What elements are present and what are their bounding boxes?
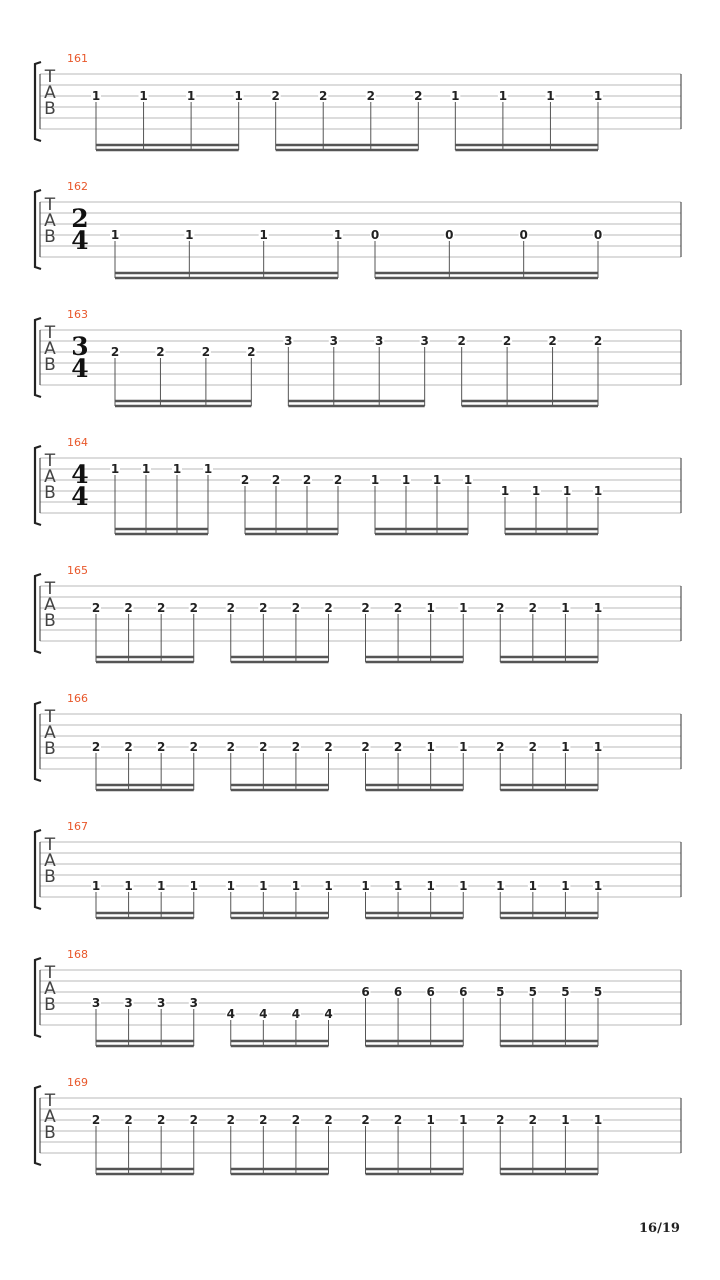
time-signature-digit: 4 <box>71 482 89 511</box>
fret-number: 1 <box>172 462 182 476</box>
fret-number: 0 <box>370 228 380 242</box>
fret-number: 1 <box>324 879 333 893</box>
fret-number: 2 <box>593 334 603 348</box>
note-group <box>91 879 199 918</box>
fret-number: 2 <box>91 601 101 615</box>
fret-number: 2 <box>361 601 370 615</box>
time-signature-digit: 3 <box>71 332 89 361</box>
fret-number: 1 <box>370 473 380 487</box>
fret-number: 1 <box>561 740 570 754</box>
fret-number: 2 <box>240 473 250 487</box>
fret-number: 1 <box>562 484 572 498</box>
system-161 <box>35 52 681 150</box>
fret-number: 4 <box>226 1007 235 1021</box>
fret-number: 1 <box>593 740 603 754</box>
note-group <box>283 334 429 406</box>
time-signature-digit: 2 <box>71 204 89 233</box>
fret-number: 1 <box>333 228 343 242</box>
fret-number: 2 <box>189 740 198 754</box>
tab-clef-letter: T <box>44 451 56 471</box>
tab-clef-letter: B <box>44 867 56 887</box>
measure-number: 167 <box>67 820 88 833</box>
note-group <box>271 89 424 150</box>
tab-clef-letter: A <box>44 1107 56 1127</box>
fret-number: 1 <box>259 228 268 242</box>
fret-number: 1 <box>91 89 101 103</box>
fret-number: 2 <box>393 601 403 615</box>
note-group <box>495 879 603 918</box>
measure-number: 162 <box>67 180 88 193</box>
fret-number: 2 <box>319 89 328 103</box>
fret-number: 2 <box>548 334 557 348</box>
note-group <box>110 345 256 406</box>
fret-number: 4 <box>291 1007 301 1021</box>
fret-number: 1 <box>110 228 120 242</box>
fret-number: 2 <box>156 740 166 754</box>
tab-clef-letter: A <box>44 851 56 871</box>
note-group <box>226 601 334 662</box>
fret-number: 2 <box>291 1113 301 1127</box>
fret-number: 1 <box>531 484 541 498</box>
fret-number: 1 <box>189 879 198 893</box>
fret-number: 1 <box>361 879 370 893</box>
note-group <box>495 985 603 1046</box>
fret-number: 4 <box>324 1007 333 1021</box>
fret-number: 2 <box>324 1113 333 1127</box>
fret-number: 1 <box>459 740 468 754</box>
tab-clef-letter: T <box>44 323 56 343</box>
note-group <box>226 1113 334 1174</box>
fret-number: 2 <box>259 601 268 615</box>
fret-number: 2 <box>271 89 280 103</box>
fret-number: 1 <box>498 89 508 103</box>
fret-number: 1 <box>593 879 603 893</box>
fret-number: 1 <box>593 484 603 498</box>
tab-clef-letter: A <box>44 83 56 103</box>
fret-number: 2 <box>156 601 166 615</box>
fret-number: 5 <box>593 985 603 999</box>
fret-number: 1 <box>124 879 133 893</box>
tab-clef-letter: A <box>44 211 56 231</box>
fret-number: 2 <box>91 1113 101 1127</box>
fret-number: 2 <box>414 89 423 103</box>
fret-number: 2 <box>189 1113 198 1127</box>
fret-number: 1 <box>561 601 570 615</box>
fret-number: 3 <box>329 334 338 348</box>
measure-number: 161 <box>67 52 88 65</box>
fret-number: 2 <box>201 345 211 359</box>
time-signature-digit: 4 <box>71 460 89 489</box>
fret-number: 2 <box>324 740 333 754</box>
tab-clef-letter: B <box>44 739 56 759</box>
fret-number: 1 <box>496 879 505 893</box>
fret-number: 2 <box>324 601 333 615</box>
tab-clef-letter: A <box>44 467 56 487</box>
system-169 <box>35 1076 681 1174</box>
fret-number: 5 <box>561 985 570 999</box>
fret-number: 1 <box>110 462 120 476</box>
system-163 <box>35 308 681 406</box>
system-166 <box>35 692 681 790</box>
note-group <box>361 879 469 918</box>
fret-number: 2 <box>247 345 256 359</box>
fret-number: 6 <box>426 985 435 999</box>
fret-number: 6 <box>459 985 468 999</box>
system-168 <box>35 948 681 1046</box>
fret-number: 1 <box>451 89 460 103</box>
fret-number: 1 <box>546 89 555 103</box>
fret-number: 2 <box>291 740 301 754</box>
note-group <box>110 462 213 534</box>
time-signature-digit: 4 <box>71 354 89 383</box>
fret-number: 2 <box>496 1113 505 1127</box>
note-group <box>361 601 469 662</box>
tab-clef-letter: B <box>44 227 56 247</box>
fret-number: 1 <box>141 462 151 476</box>
note-group <box>91 1113 199 1174</box>
tab-clef-letter: T <box>44 835 56 855</box>
time-signature <box>71 332 88 383</box>
measure-number: 168 <box>67 948 88 961</box>
system-165 <box>35 564 681 662</box>
fret-number: 3 <box>420 334 429 348</box>
note-group <box>240 473 343 534</box>
tab-clef-letter: A <box>44 595 56 615</box>
fret-number: 0 <box>593 228 603 242</box>
fret-number: 1 <box>432 473 442 487</box>
fret-number: 3 <box>284 334 293 348</box>
fret-number: 2 <box>502 334 512 348</box>
fret-number: 2 <box>110 345 120 359</box>
fret-number: 1 <box>463 473 473 487</box>
fret-number: 5 <box>496 985 505 999</box>
note-group <box>361 1113 469 1174</box>
tab-clef-letter: B <box>44 1123 56 1143</box>
measure-number: 169 <box>67 1076 88 1089</box>
fret-number: 2 <box>124 1113 133 1127</box>
fret-number: 5 <box>528 985 538 999</box>
fret-number: 3 <box>156 996 166 1010</box>
fret-number: 1 <box>500 484 510 498</box>
fret-number: 1 <box>156 879 166 893</box>
fret-number: 2 <box>156 345 165 359</box>
fret-number: 1 <box>203 462 213 476</box>
fret-number: 1 <box>561 879 570 893</box>
fret-number: 1 <box>426 601 435 615</box>
fret-number: 1 <box>459 879 468 893</box>
fret-number: 2 <box>124 601 133 615</box>
fret-number: 2 <box>124 740 133 754</box>
tab-clef-letter: B <box>44 355 56 375</box>
fret-number: 2 <box>226 740 235 754</box>
fret-number: 1 <box>393 879 403 893</box>
note-group <box>361 985 469 1046</box>
fret-number: 1 <box>91 879 101 893</box>
fret-number: 3 <box>91 996 101 1010</box>
fret-number: 2 <box>271 473 281 487</box>
fret-number: 3 <box>189 996 198 1010</box>
tab-clef-letter: T <box>44 1091 56 1111</box>
fret-number: 3 <box>375 334 384 348</box>
fret-number: 2 <box>393 1113 403 1127</box>
note-group <box>370 473 473 534</box>
measure-number: 165 <box>67 564 88 577</box>
time-signature <box>71 204 88 255</box>
system-162 <box>35 180 681 278</box>
fret-number: 2 <box>156 1113 166 1127</box>
fret-number: 1 <box>459 1113 468 1127</box>
measure-number: 163 <box>67 308 88 321</box>
page-number: 16/19 <box>639 1221 680 1236</box>
fret-number: 2 <box>496 601 505 615</box>
fret-number: 2 <box>291 601 301 615</box>
fret-number: 2 <box>457 334 466 348</box>
note-group <box>495 601 603 662</box>
fret-number: 1 <box>593 601 603 615</box>
fret-number: 1 <box>291 879 301 893</box>
time-signature-digit: 4 <box>71 226 89 255</box>
fret-number: 1 <box>459 601 468 615</box>
tab-clef-letter: T <box>44 195 56 215</box>
tab-clef-letter: T <box>44 579 56 599</box>
system-164 <box>35 436 681 534</box>
tab-clef-letter: T <box>44 67 56 87</box>
fret-number: 2 <box>528 740 538 754</box>
fret-number: 2 <box>361 740 370 754</box>
fret-number: 2 <box>496 740 505 754</box>
fret-number: 1 <box>593 1113 603 1127</box>
fret-number: 1 <box>139 89 148 103</box>
note-group <box>91 601 199 662</box>
fret-number: 2 <box>366 89 375 103</box>
fret-number: 2 <box>189 601 198 615</box>
fret-number: 1 <box>186 89 196 103</box>
fret-number: 2 <box>361 1113 370 1127</box>
fret-number: 2 <box>333 473 343 487</box>
fret-number: 1 <box>234 89 243 103</box>
note-group <box>457 334 603 406</box>
note-group <box>495 1113 603 1174</box>
fret-number: 1 <box>185 228 194 242</box>
tab-clef-letter: A <box>44 339 56 359</box>
fret-number: 2 <box>259 1113 268 1127</box>
fret-number: 2 <box>528 1113 538 1127</box>
fret-number: 0 <box>519 228 528 242</box>
tab-clef-letter: A <box>44 723 56 743</box>
fret-number: 1 <box>561 1113 570 1127</box>
fret-number: 1 <box>426 740 435 754</box>
fret-number: 6 <box>361 985 370 999</box>
note-group <box>226 879 334 918</box>
note-group <box>450 89 603 150</box>
fret-number: 2 <box>259 740 268 754</box>
fret-number: 1 <box>401 473 411 487</box>
system-167 <box>35 820 681 918</box>
fret-number: 1 <box>528 879 538 893</box>
measure-number: 164 <box>67 436 88 449</box>
fret-number: 2 <box>226 1113 235 1127</box>
fret-number: 1 <box>226 879 235 893</box>
fret-number: 4 <box>259 1007 268 1021</box>
fret-number: 1 <box>259 879 268 893</box>
fret-number: 3 <box>124 996 133 1010</box>
fret-number: 2 <box>226 601 235 615</box>
fret-number: 1 <box>426 879 435 893</box>
fret-number: 2 <box>528 601 538 615</box>
fret-number: 1 <box>426 1113 435 1127</box>
tab-clef-letter: B <box>44 611 56 631</box>
note-group <box>226 1007 334 1046</box>
fret-number: 6 <box>393 985 403 999</box>
tab-clef-letter: B <box>44 483 56 503</box>
measure-number: 166 <box>67 692 88 705</box>
fret-number: 2 <box>302 473 312 487</box>
time-signature <box>71 460 88 511</box>
fret-number: 0 <box>445 228 454 242</box>
tab-clef-letter: T <box>44 707 56 727</box>
fret-number: 2 <box>393 740 403 754</box>
note-group <box>91 89 244 150</box>
fret-number: 2 <box>91 740 101 754</box>
tab-clef-letter: A <box>44 979 56 999</box>
tab-clef-letter: B <box>44 99 56 119</box>
tab-clef-letter: B <box>44 995 56 1015</box>
tab-clef-letter: T <box>44 963 56 983</box>
fret-number: 1 <box>593 89 603 103</box>
